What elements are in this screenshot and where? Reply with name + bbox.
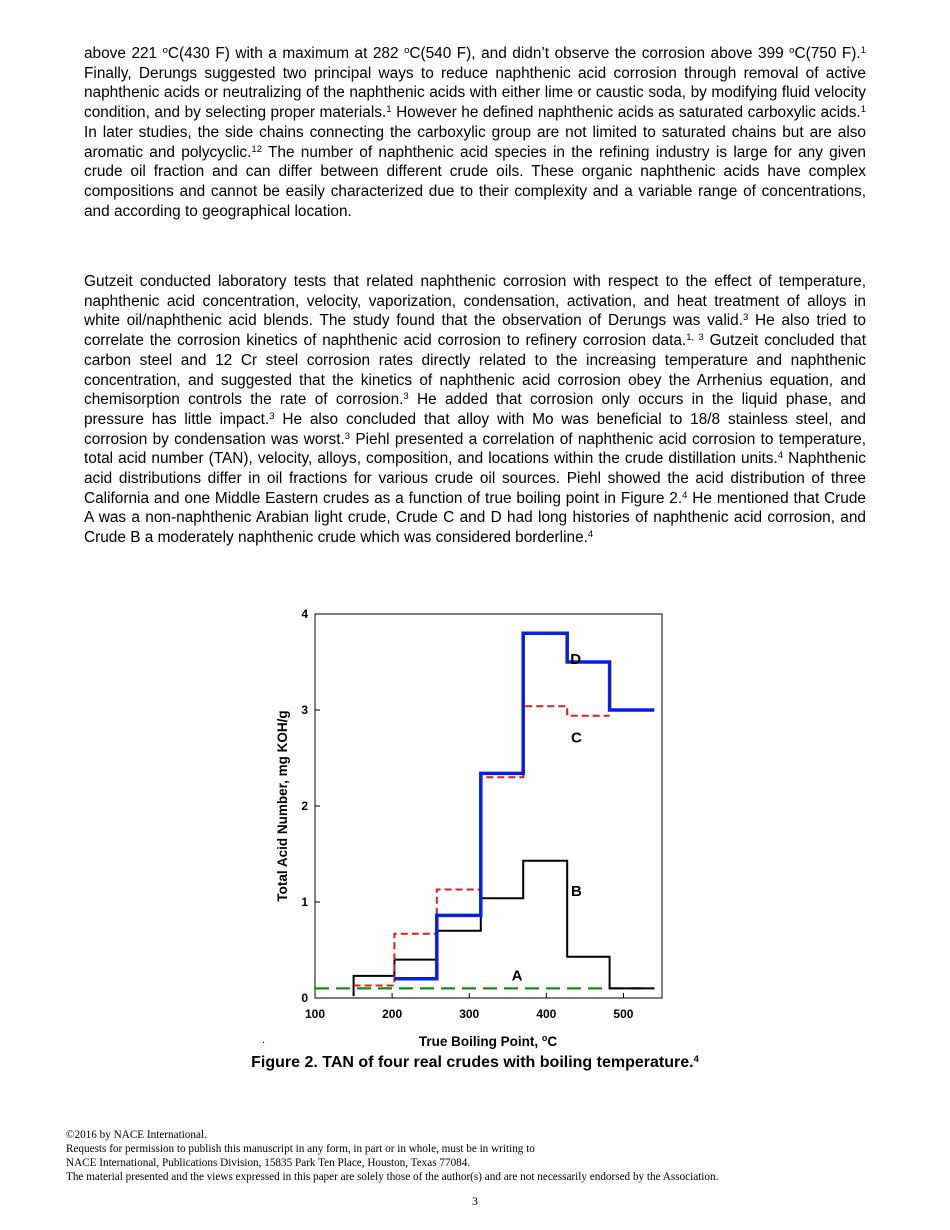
series-line-b — [354, 861, 655, 996]
text-run: Naphthenic acid distributions differ in oil fractions for various crude oil sources. Piehl showed the acid distribution of three California and one Middle Eastern crudes as a function of true boiling point in Figure 2. — [84, 450, 866, 507]
text-run: C(540 F), and didn’t observe the corrosion above 399 — [409, 45, 790, 62]
series-label-c: C — [571, 729, 582, 747]
superscript: 1 — [386, 104, 392, 116]
text-run: Gutzeit concluded that carbon steel and 12 Cr steel corrosion rates directly related to the increasing temperature and naphthenic concentration, and suggested that the kinetics of naphthenic acid corrosion obey the Arrhenius equation, and chemisorption controls the rate of corrosion. — [84, 332, 866, 409]
figure-dot: . — [262, 1034, 266, 1046]
superscript: 1, 3 — [686, 332, 704, 344]
superscript: 3 — [344, 430, 351, 442]
x-tick-label: 400 — [536, 1007, 557, 1021]
series-label-a: A — [511, 967, 523, 985]
x-tick-label: 300 — [459, 1007, 480, 1021]
footer-disclaimer: The material presented and the views expressed in this paper are solely those of the author(s) and are not necessarily endorsed by the Association. — [66, 1171, 719, 1183]
superscript: 3 — [743, 312, 749, 324]
text-run: He also tried to correlate the corrosion kinetics of naphthenic acid corrosion to refinery corrosion data. — [84, 312, 866, 350]
series-label-d: D — [570, 650, 582, 668]
text-run: Gutzeit conducted laboratory tests that related naphthenic corrosion with respect to the effect of temperature, naphthenic acid concentration, velocity, vaporization, condensation, activation, and heat treatment of alloys in white oil/naphthenic acid blends. The study found that the observation of Derungs was valid. — [84, 273, 866, 330]
y-axis-label: Total Acid Number, mg KOH/g — [275, 710, 290, 902]
y-tick-label: 4 — [301, 607, 308, 621]
x-tick-label: 200 — [382, 1007, 403, 1021]
y-tick-label: 0 — [301, 991, 308, 1005]
text-run: He added that corrosion only occurs in the liquid phase, and pressure has little impact. — [84, 391, 866, 428]
y-tick-label: 2 — [301, 799, 308, 813]
text-run: He mentioned that Crude A was a non-naphthenic Arabian light crude, Crude C and D had long histories of naphthenic acid corrosion, and Crude B a moderately naphthenic crude which was considered borderline. — [84, 489, 866, 547]
superscript: 1 — [860, 104, 866, 116]
figure-caption: Figure 2. TAN of four real crudes with boiling temperature.$^4$ — [251, 1054, 699, 1071]
text-run: However he defined naphthenic acids as saturated carboxylic acids. — [391, 104, 861, 122]
superscript: o — [162, 45, 168, 56]
text-run: Piehl presented a correlation of naphthenic acid corrosion to temperature, total acid number (TAN), velocity, alloys, composition, and locations within the crude distillation units. — [84, 430, 866, 468]
x-tick-label: 500 — [613, 1007, 634, 1021]
superscript: 3 — [269, 410, 275, 422]
superscript: 1 — [860, 45, 866, 56]
page-footer — [66, 1128, 886, 1184]
text-run: Finally, Derungs suggested two principal ways to reduce naphthenic acid corrosion through removal of active naphthenic acids or neutralizing of the naphthenic acids with either lime or caustic soda, by modifying fluid velocity condition, and by selecting proper materials. — [84, 64, 866, 122]
text-run: He also concluded that alloy with Mo was beneficial to 18/8 stainless steel, and corrosion by condensation was worst. — [84, 410, 866, 448]
superscript: o — [404, 45, 410, 56]
page-number: 3 — [472, 1194, 478, 1208]
superscript: 4 — [682, 489, 688, 501]
text-run: The number of naphthenic acid species in the refining industry is large for any given crude oil fraction and can differ between different crude oils. These organic naphthenic acids have complex compositions and cannot be easily characterized due to their complexity and a variable range of concentrations, and according to geographical location. — [84, 143, 866, 220]
superscript: 4 — [587, 529, 594, 541]
series-line-d — [394, 633, 654, 979]
figure-2 — [260, 600, 690, 1055]
superscript: 4 — [777, 450, 784, 462]
footer-permission: Requests for permission to publish this manuscript in any form, in part or in whole, must be in writing to — [66, 1143, 535, 1155]
text-run: C(430 F) with a maximum at 282 — [167, 45, 405, 62]
text-run: above 221 — [84, 45, 163, 62]
body-paragraph-1 — [84, 44, 866, 221]
y-tick-label: 3 — [301, 703, 308, 717]
tan-chart — [260, 600, 690, 1055]
footer-copyright: ©2016 by NACE International. — [66, 1129, 207, 1141]
x-tick-label: 100 — [304, 1007, 326, 1021]
footer-address: NACE International, Publications Division, 15835 Park Ten Place, Houston, Texas 77084. — [66, 1157, 471, 1169]
superscript: 12 — [251, 143, 262, 155]
series-label-b: B — [571, 883, 582, 901]
text-run: C(750 F). — [794, 45, 861, 62]
x-axis-label: True Boiling Point, $^o$C — [418, 1033, 558, 1049]
superscript: 3 — [403, 391, 409, 403]
superscript: o — [789, 45, 795, 56]
y-tick-label: 1 — [301, 895, 308, 909]
body-paragraph-2 — [84, 272, 866, 548]
text-run: In later studies, the side chains connecting the carboxylic group are not limited to saturated chains but are also aromatic and polycyclic. — [84, 123, 866, 161]
